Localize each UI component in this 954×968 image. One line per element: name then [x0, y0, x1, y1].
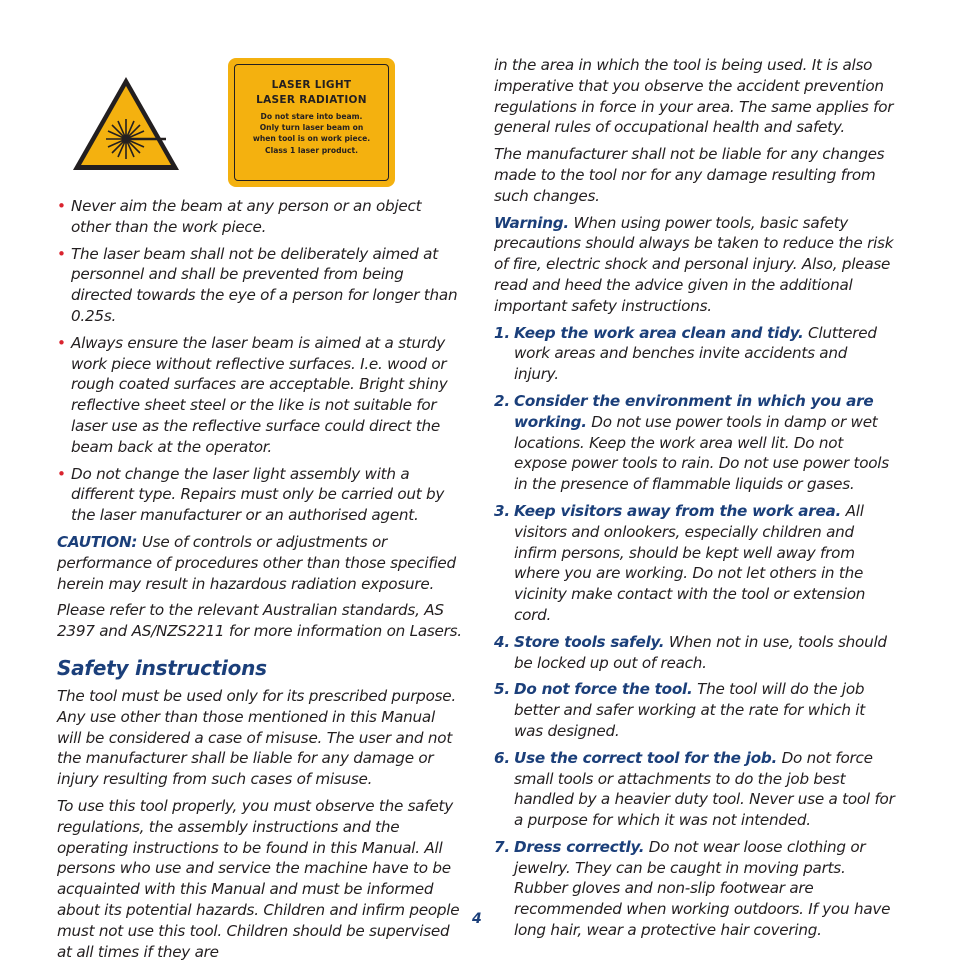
- rule-text: All visitors and onlookers, especially children and infirm persons, should be kept well away from where you are working. Do not let others in the vicinity make contact with the tool or extension cord.: [514, 501, 866, 624]
- bullet-text: Never aim the beam at any person or an object other than the work piece.: [71, 197, 422, 236]
- warning-text: When using power tools, basic safety precautions should always be taken to reduce the risk of fire, electric shock and personal injury. Also, please read and heed the advice given in the additional important safety instructions.: [494, 213, 894, 315]
- bullet-item: [57, 244, 462, 327]
- rule-title: Consider the environment in which you are working.: [514, 391, 874, 431]
- laser-radiation-label: [228, 58, 395, 187]
- rule-text: Cluttered work areas and benches invite accidents and injury.: [514, 323, 877, 384]
- rule-item: [494, 837, 896, 941]
- left-column: [57, 196, 462, 968]
- bullet-item: [57, 196, 462, 238]
- rule-item: [494, 748, 896, 831]
- bullet-text: The laser beam shall not be deliberately aimed at personnel and shall be prevented from being directed towards the eye of a person for longer than 0.25s.: [71, 244, 458, 325]
- bullet-item: [57, 464, 462, 526]
- rule-title: Use the correct tool for the job.: [514, 748, 778, 767]
- bullet-dot-icon: •: [57, 464, 66, 483]
- laser-safety-bullet-list: [57, 196, 462, 526]
- section-title-safety-instructions: Safety instructions: [57, 655, 267, 680]
- rule-title: Keep the work area clean and tidy.: [514, 323, 804, 342]
- rule-text: The tool will do the job better and safer working at the rate for which it was designed.: [514, 680, 865, 740]
- page-number: 4: [472, 911, 482, 927]
- rule-item: [494, 323, 896, 385]
- caution-label: CAUTION:: [57, 532, 138, 551]
- rule-item: [494, 391, 896, 495]
- rule-number: 3.: [494, 501, 510, 520]
- safety-rules-list: [494, 323, 896, 941]
- laser-label-text: [235, 111, 388, 156]
- rule-text: Do not force small tools or attachments to do the job best handled by a heavier duty tool. Never use a tool for a purpose for which it was not intended.: [514, 748, 895, 830]
- bullet-dot-icon: •: [57, 197, 66, 215]
- rule-item: [494, 501, 896, 626]
- laser-label-line: Only turn laser beam on: [259, 123, 364, 133]
- rule-item: [494, 632, 896, 674]
- continued-paragraph: in the area in which the tool is being used. It is also imperative that you observe the accident prevention regulations in force in your area. The same applies for general rules of occupational health and safety.: [494, 56, 894, 137]
- laser-label-heading-1: LASER LIGHT: [271, 79, 352, 91]
- rule-title: Do not force the tool.: [514, 680, 693, 699]
- laser-label-line: Class 1 laser product.: [265, 145, 358, 155]
- laser-label-line: when tool is on work piece.: [252, 134, 371, 144]
- rule-number: 4.: [494, 632, 510, 651]
- warning-paragraph: [494, 213, 896, 317]
- laser-label-inner: [234, 64, 389, 181]
- rule-title: Store tools safely.: [514, 632, 665, 651]
- rule-number: 7.: [494, 837, 510, 856]
- rule-title: Keep visitors away from the work area.: [514, 501, 842, 520]
- bullet-item: [57, 333, 462, 458]
- rule-text: When not in use, tools should be locked up out of reach.: [514, 632, 887, 672]
- rule-number: 1.: [494, 323, 510, 342]
- rule-number: 2.: [494, 391, 510, 410]
- rule-number: 5.: [494, 680, 510, 699]
- rule-text: Do not wear loose clothing or jewelry. They can be caught in moving parts. Rubber gloves and non-slip footwear are recommended when working outdoors. If you have long hair, wear a protective hair covering.: [514, 837, 891, 940]
- standards-paragraph: Please refer to the relevant Australian standards, AS 2397 and AS/NZS2211 for more information on Lasers.: [57, 601, 462, 641]
- rule-text: Do not use power tools in damp or wet locations. Keep the work area well lit. Do not expose power tools to rain. Do not use power tools in the presence of flammable liquids or gases.: [514, 412, 889, 494]
- bullet-text: Do not change the laser light assembly with a different type. Repairs must only be carried out by the laser manufacturer or an authorised agent.: [71, 464, 445, 525]
- rule-title: Dress correctly.: [514, 837, 645, 856]
- bullet-dot-icon: •: [57, 244, 66, 263]
- caution-text: Use of controls or adjustments or performance of procedures other than those specified herein may result in hazardous radiation exposure.: [57, 532, 456, 593]
- manufacturer-paragraph: The manufacturer shall not be liable for any changes made to the tool nor for any damage resulting from such changes.: [494, 145, 885, 205]
- rule-number: 6.: [494, 748, 510, 767]
- warning-label: Warning.: [494, 213, 569, 232]
- bullet-text: Always ensure the laser beam is aimed at a sturdy work piece without reflective surfaces. I.e. wood or rough coated surfaces are acceptable. Bright shiny reflective sheet steel or the like is not suitable for laser use as the reflective surface could direct the beam back at the operator.: [71, 333, 448, 456]
- bullet-dot-icon: •: [57, 333, 66, 352]
- laser-label-line: Do not stare into beam.: [260, 112, 363, 121]
- caution-paragraph: [57, 532, 462, 594]
- laser-warning-triangle-icon: [71, 75, 181, 172]
- laser-label-heading-2: LASER RADIATION: [256, 94, 367, 106]
- purpose-paragraph: The tool must be used only for its prescribed purpose. Any use other than those mentioned in this Manual will be considered a case of misuse. The user and not the manufacturer shall be liable for any damage or injury resulting from such cases of misuse.: [57, 686, 456, 789]
- rule-item: [494, 679, 896, 741]
- right-column: [494, 55, 896, 947]
- regulations-paragraph: To use this tool properly, you must observe the safety regulations, the assembly instructions and the operating instructions to be found in this Manual. All persons who use and service the machine have to be acquainted with this Manual and must be informed about its potential hazards. Children and infirm people must not use this tool. Children should be supervised at all times if they are: [57, 796, 460, 961]
